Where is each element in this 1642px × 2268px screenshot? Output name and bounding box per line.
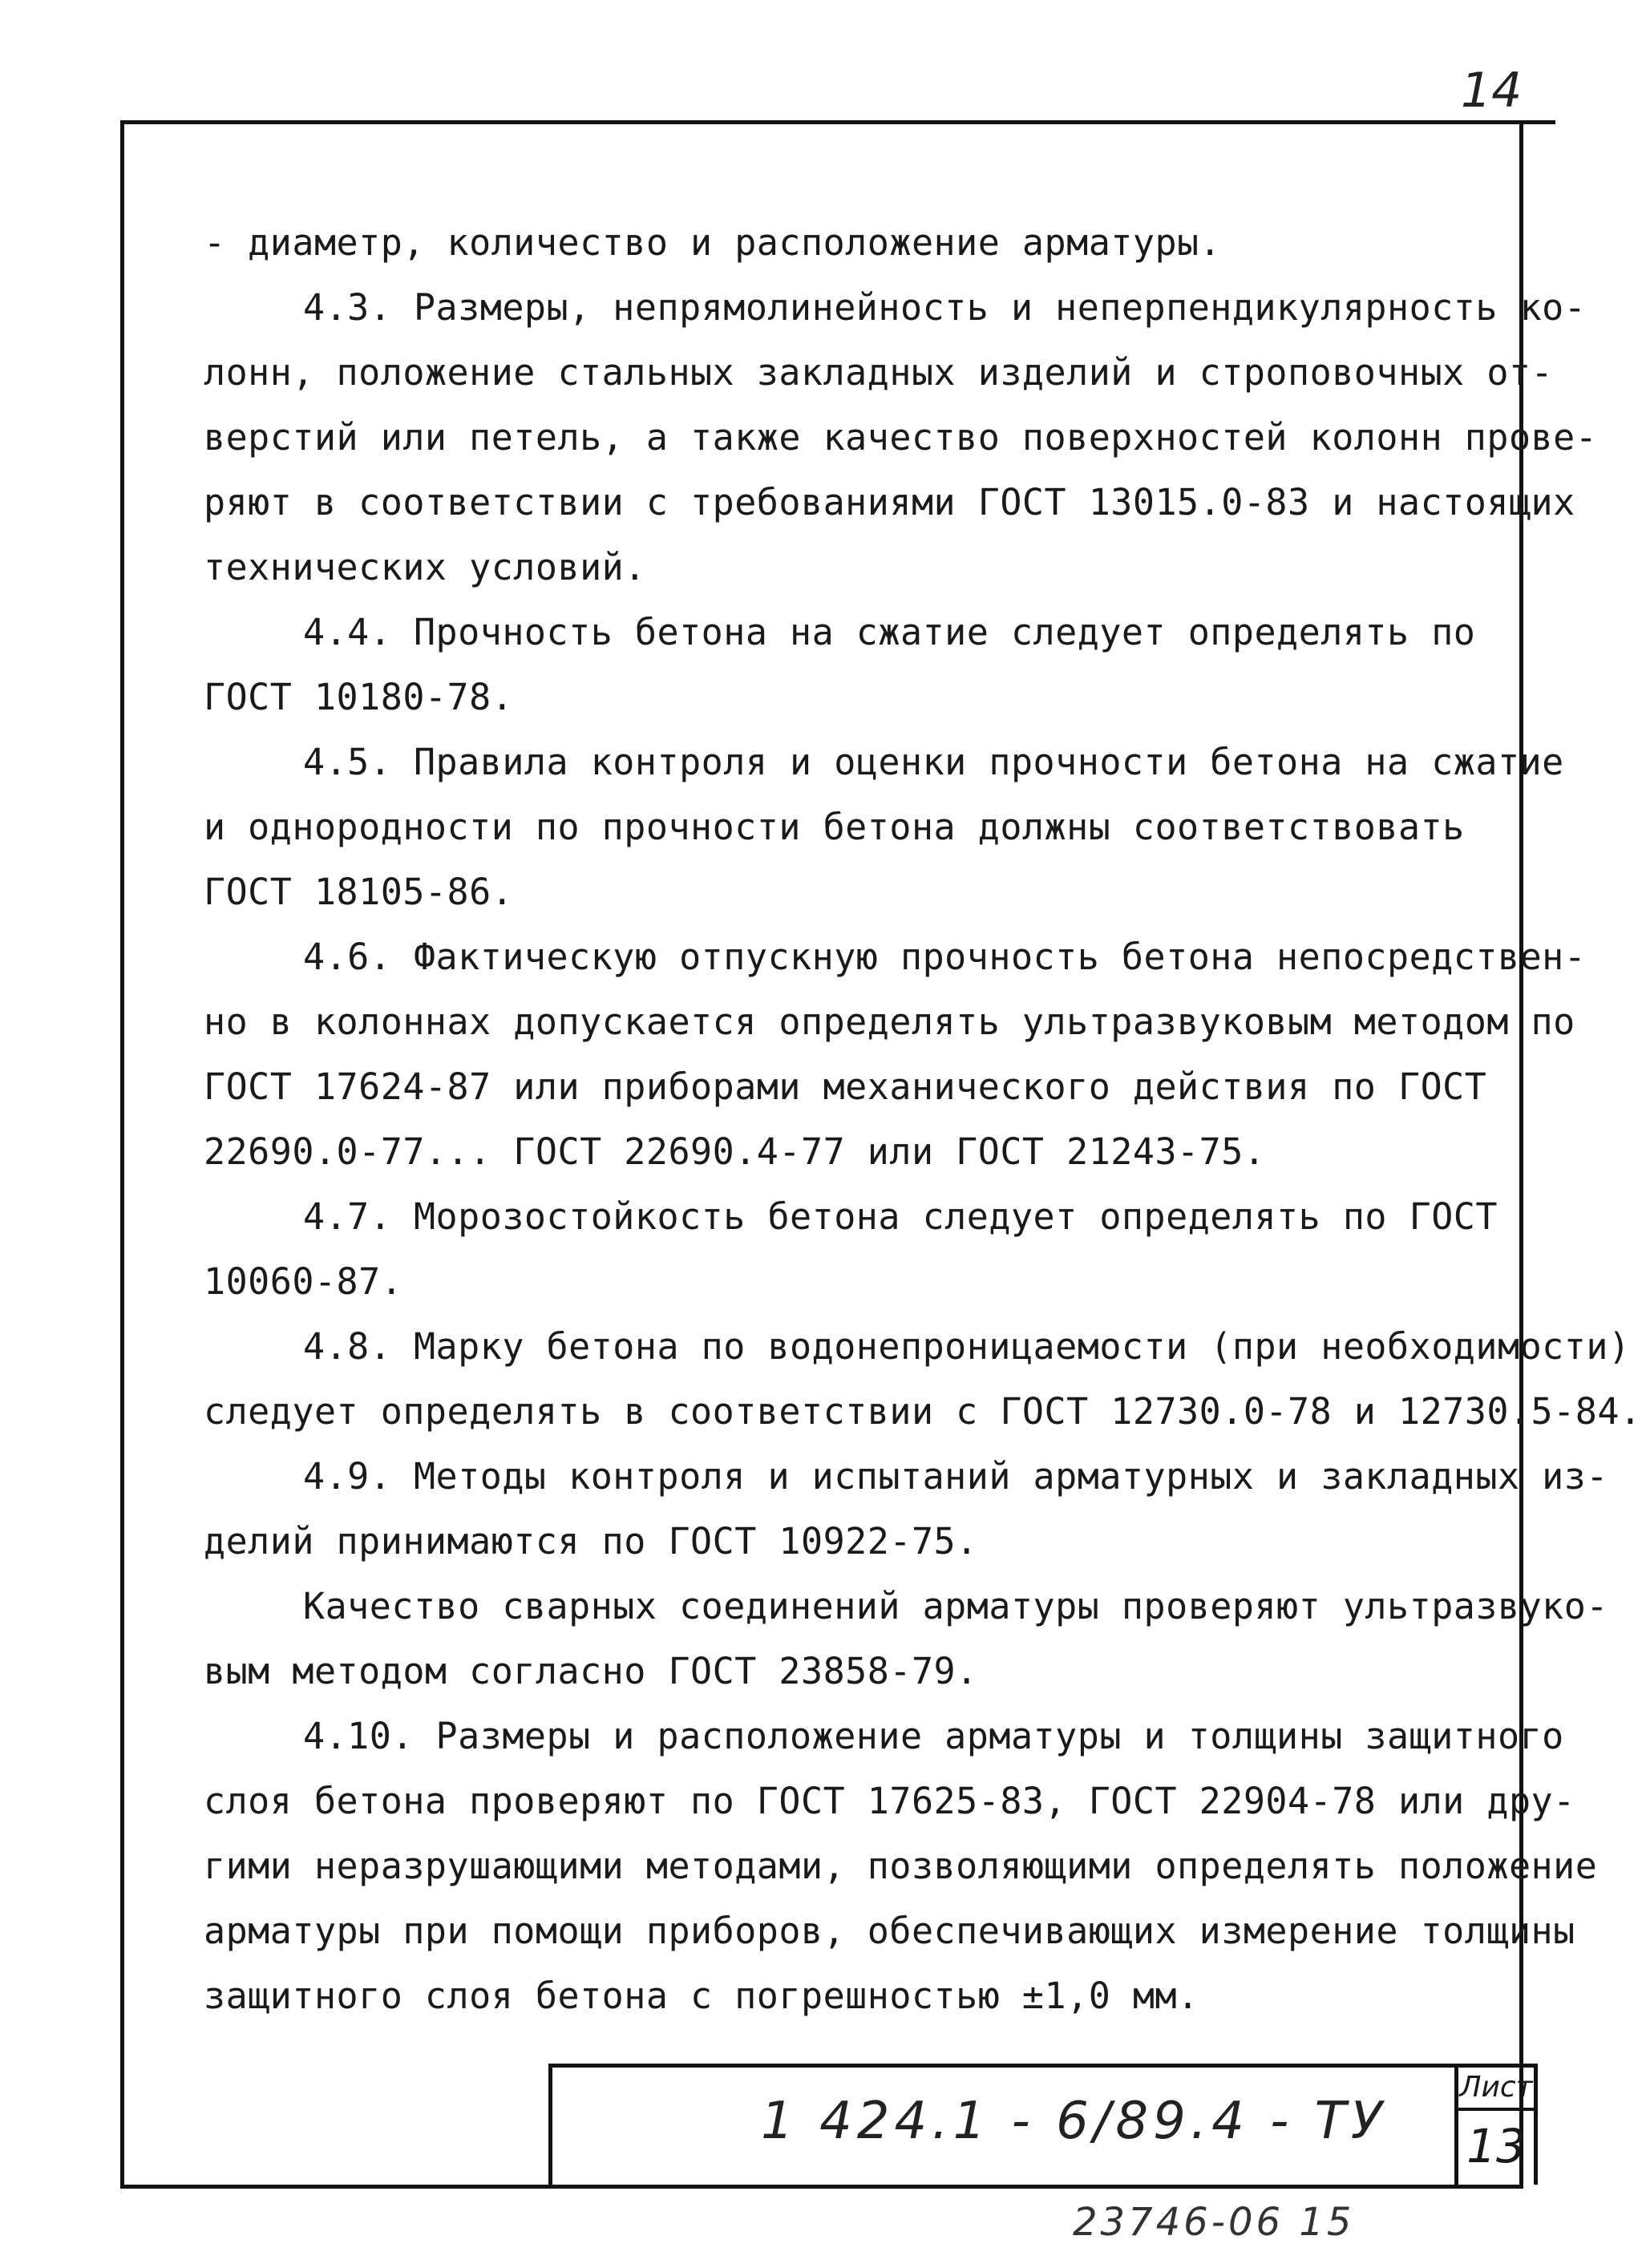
text-line: ГОСТ 10180-78. — [204, 676, 514, 718]
text-line: арматуры при помощи приборов, обеспечивающих измерение толщины — [204, 1910, 1575, 1952]
text-line: 4.8. Марку бетона по водонепроницаемости (при необходимости) — [303, 1325, 1631, 1368]
text-line: гими неразрушающими методами, позволяющими определять положение — [204, 1845, 1598, 1887]
text-line: технических условий. — [204, 546, 646, 588]
text-line: 10060-87. — [204, 1260, 403, 1303]
text-line: но в колоннах допускается определять ультразвуковым методом по — [204, 1001, 1575, 1043]
text-line: и однородности по прочности бетона должны соответствовать — [204, 806, 1465, 848]
text-line: 22690.0-77... ГОСТ 22690.4-77 или ГОСТ 21243-75. — [204, 1130, 1266, 1173]
title-block — [548, 2064, 1458, 2185]
text-line: ГОСТ 18105-86. — [204, 871, 514, 913]
text-line: вым методом согласно ГОСТ 23858-79. — [204, 1650, 978, 1692]
sheet-label: Лист — [1458, 2068, 1534, 2111]
text-line: 4.4. Прочность бетона на сжатие следует определять по — [303, 611, 1476, 653]
text-line: 4.7. Морозостойкость бетона следует определять по ГОСТ — [303, 1195, 1498, 1238]
sheet-number: 13 — [1466, 2119, 1526, 2173]
text-line: - диаметр, количество и расположение арматуры. — [204, 221, 1222, 264]
text-line: лонн, положение стальных закладных изделий и строповочных от- — [204, 351, 1554, 394]
text-line: 4.10. Размеры и расположение арматуры и толщины защитного — [303, 1715, 1564, 1757]
text-line: делий принимаются по ГОСТ 10922-75. — [204, 1520, 978, 1563]
document-code: 1 424.1 - 6/89.4 - ТУ — [761, 2092, 1387, 2151]
text-line: ГОСТ 17624-87 или приборами механического действия по ГОСТ — [204, 1065, 1487, 1108]
text-line: Качество сварных соединений арматуры проверяют ультразвуко- — [303, 1585, 1608, 1627]
page-number-top: 14 — [1461, 63, 1523, 119]
text-line: следует определять в соответствии с ГОСТ 12730.0-78 и 12730.5-84. — [204, 1390, 1642, 1433]
text-line: 4.5. Правила контроля и оценки прочности бетона на сжатие — [303, 741, 1564, 783]
sheet-box — [1454, 2064, 1538, 2185]
text-line: 4.9. Методы контроля и испытаний арматурных и закладных из- — [303, 1455, 1608, 1498]
text-line: 4.6. Фактическую отпускную прочность бетона непосредствен- — [303, 936, 1587, 978]
body-text — [204, 210, 1642, 2028]
text-line: 4.3. Размеры, непрямолинейность и неперпендикулярность ко- — [303, 286, 1587, 329]
text-line: слоя бетона проверяют по ГОСТ 17625-83, ГОСТ 22904-78 или дру- — [204, 1780, 1575, 1822]
text-line: верстий или петель, а также качество поверхностей колонн прове- — [204, 416, 1598, 459]
text-line: защитного слоя бетона с погрешностью ±1,0 мм. — [204, 1975, 1199, 2017]
text-line: ряют в соответствии с требованиями ГОСТ 13015.0-83 и настоящих — [204, 481, 1575, 524]
archive-code: 23746-06 15 — [1073, 2200, 1355, 2245]
